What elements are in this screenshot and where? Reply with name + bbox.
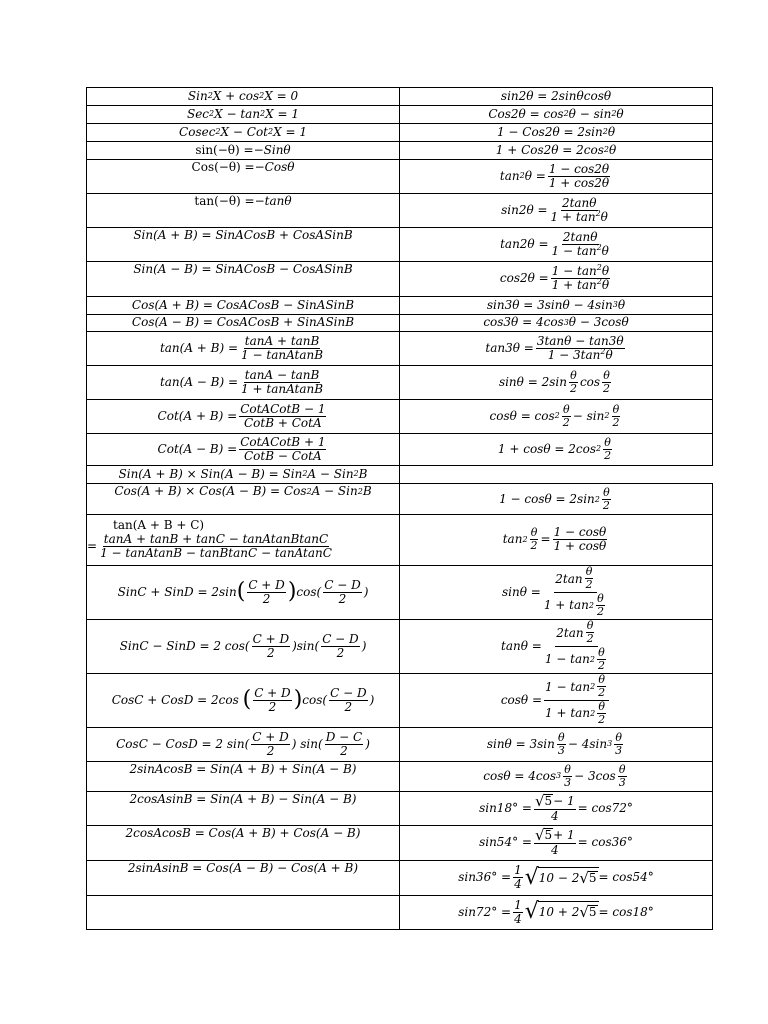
left-cell-14 [86,433,400,466]
right-cell-19 [399,673,713,728]
formula-cosc-minus-cosd: CosC − CosD = 2 sin( C + D 2 ) sin( D − C 2 ) [116,729,370,758]
formula-cos-product: Cos(A + B) × Cos(A − B) = Cos 2 A − Sin 2 B [114,484,372,498]
identity-tan-negative: tan(−θ) = −tanθ [194,194,292,208]
formula-tan-squared: tan 2 θ = $\frac{1 - \cos 2\theta}{1 + \cos 2\theta}$ [499,161,610,190]
identity-sec-tan: Sec 2 X − tan 2 X = 1 [186,106,300,121]
left-cell-17 [86,514,400,566]
formula-sin-theta-tan-half: sinθ = 2tan θ 2 1 + tan 2 θ 2 [502,565,604,619]
formula-cos-theta-tan-half: cosθ = 1 − tan 2 θ 2 1 + tan 2 θ 2 [501,674,611,726]
left-cell-24 [86,825,400,861]
formula-tan-theta-half: tanθ = 2tan θ 2 1 − tan 2 θ 2 [501,619,605,673]
right-cell-8 [399,261,713,297]
formula-cot-a-plus-b: Cot(A + B) = CotACotB − 1 CotB + CotA [157,401,326,430]
formula-cos-theta-half: cosθ = cos 2 θ 2 − sin 2 θ 2 [489,402,620,429]
formula-2cosacosb: 2cosAcosB = Cos(A + B) + Cos(A − B) [125,826,361,840]
right-cell-5 [399,159,713,194]
left-cell-11 [86,331,400,366]
left-cell-2 [86,105,400,124]
formula-cot-a-minus-b: Cot(A − B) = CotACotB + 1 CotB − CotA [157,434,326,463]
formula-1-minus-cos-theta: 1 − cosθ = 2sin 2 θ 2 [499,486,610,513]
right-cell-21 [399,761,713,792]
left-cell-3 [86,123,400,142]
formula-1-plus-cos-theta: 1 + cosθ = 2cos 2 θ 2 [497,435,612,462]
left-cell-7 [86,227,400,262]
left-cell-18 [86,565,400,620]
right-cell-25 [399,895,713,930]
formula-cos-theta-third: cosθ = 4cos 3 θ 3 − 3cos θ 3 [483,762,626,789]
left-cell-25 [86,860,400,896]
left-cell-16 [86,483,400,515]
formula-1-plus-cos2theta: 1 + Cos2θ = 2cos 2 θ [495,142,617,157]
formula-cos-a-minus-b: Cos(A − B) = CosACosB + SinASinB [131,315,355,330]
right-cell-12 [399,365,713,400]
right-cell-9 [399,296,713,315]
right-cell-15 [399,483,713,515]
left-cell-15 [86,465,400,484]
formula-tan2theta: tan2θ = $\frac{2\tan\theta}{1 - \tan^2\theta}$ [500,229,609,258]
left-cell-4 [86,141,400,160]
formula-sin36: sin36° = $\frac{1}{4}$ √ 10 − 2 √ 5 = cos54° [458,863,654,892]
identity-cosec-cot: Cosec 2 X − Cot 2 X = 1 [179,124,307,139]
left-cell-23 [86,791,400,826]
right-cell-17 [399,565,713,620]
right-cell-7 [399,227,713,262]
left-cell-20 [86,673,400,728]
left-cell-19 [86,619,400,674]
left-cell-26 [86,895,400,930]
formula-tan-a-plus-b-plus-c: tan(A + B + C) = $\frac{\text{tanA + tanB + tanC − tanAtanBtanC}}{\text{1 − tanAtanB − tanBtanC − tanAtanC}}$ [87,518,332,561]
formula-sin2theta: sin2θ = 2sinθcosθ [500,88,612,103]
identity-sin-negative: sin(−θ) = −Sinθ [195,142,291,157]
right-cell-1 [399,87,713,106]
right-cell-24 [399,860,713,896]
sqrt-symbol: √ 5 [534,826,553,845]
formula-sin2theta-tan: sin2θ = $\frac{2\tan\theta}{1 + \tan^2\theta}$ [501,195,608,224]
formula-cos2theta: Cos2θ = cos 2 θ − sin 2 θ [488,106,624,121]
right-cell-22 [399,791,713,826]
right-cell-6 [399,193,713,228]
right-cell-10 [399,314,713,332]
formula-sinc-minus-sind: SinC − SinD = 2 cos ( C + D 2 )sin( C − D 2 ) [119,631,367,660]
left-cell-9 [86,296,400,315]
right-cell-3 [399,123,713,142]
formula-sin3theta: sin3θ = 3sinθ − 4sin 3 θ [486,297,626,312]
left-cell-13 [86,399,400,434]
formula-sin-theta-third: sinθ = 3sin θ 3 − 4sin 3 θ 3 [486,730,623,757]
formula-sinc-plus-sind: SinC + SinD = 2sin ( C + D 2 ) cos( C − D 2 ) [117,577,369,606]
left-cell-5 [86,159,400,194]
formula-tan3theta: tan3θ = $\frac{3\tan\theta - \tan 3\theta}{1 - 3\tan^2\theta}$ [485,333,624,362]
formula-cosc-plus-cosd: CosC + CosD = 2cos ( C + D 2 ) cos( C − D 2 ) [111,685,375,714]
formula-sin18: sin18° = √ 5 − 1 4 = cos72° [479,791,633,823]
right-cell-2 [399,105,713,124]
left-cell-22 [86,761,400,792]
formula-2sinacosb: 2sinAcosB = Sin(A + B) + Sin(A − B) [129,762,357,776]
left-cell-8 [86,261,400,297]
formula-sin-a-plus-b: Sin(A + B) = SinACosB + CosASinB [133,228,353,242]
left-cell-10 [86,314,400,332]
left-cell-21 [86,727,400,762]
right-cell-14 [399,433,713,466]
formula-cos-a-plus-b: Cos(A + B) = CosACosB − SinASinB [131,297,355,312]
formula-sin-product: Sin(A + B) × Sin(A − B) = Sin 2 A − Sin 2 B [118,466,368,481]
sqrt-symbol: √ 10 − 2 √ 5 [524,864,597,890]
right-cell-4 [399,141,713,160]
formula-sin72: sin72° = $\frac{1}{4}$ √ 10 + 2 √ 5 = cos18° [458,897,654,926]
left-cell-6 [86,193,400,228]
formula-cos2theta-tan: cos2θ = $\frac{1 - \tan^2\theta}{1 + \tan^2\theta}$ [499,263,610,293]
formula-sin-theta-half: sinθ = 2sin θ 2 cos θ 2 [498,368,611,395]
formula-2sinasinb: 2sinAsinB = Cos(A − B) − Cos(A + B) [127,861,359,875]
formula-cos3theta: cos3θ = 4cos 3 θ − 3cosθ [483,315,629,330]
formula-2cosasinb: 2cosAsinB = Sin(A + B) − Sin(A − B) [129,792,357,806]
formula-tan-a-minus-b: tan(A − B) = $\frac{\tan A - \tan B}{\text{1 + tanAtanB}}$ [159,367,324,396]
right-cell-13 [399,399,713,434]
formula-sin54: sin54° = √ 5 + 1 4 = cos36° [479,826,633,858]
formula-sin-a-minus-b: Sin(A − B) = SinACosB − CosASinB [133,262,353,276]
identity-pythagorean: Sin 2 X + cos 2 X = 0 [187,88,299,103]
formula-1-minus-cos2theta: 1 − Cos2θ = 2sin 2 θ [496,124,616,139]
sqrt-symbol: √ 10 + 2 √ 5 [524,899,597,925]
left-cell-1 [86,87,400,106]
right-cell-20 [399,727,713,762]
identity-cos-negative: Cos(−θ) = −Cosθ [191,160,295,174]
right-cell-23 [399,825,713,861]
formula-tan-a-plus-b: tan(A + B) = $\frac{\tan A + \tan B}{\text{1 − tanAtanB}}$ [159,333,324,362]
sqrt-symbol: √ 5 [534,791,553,810]
left-cell-12 [86,365,400,400]
formula-tan-squared-half: tan 2 $\frac{\theta}{2}$ = $\frac{1 - \cos\theta}{1 + \cos\theta}$ [502,525,607,554]
right-cell-16 [399,514,713,566]
right-cell-18 [399,619,713,674]
right-cell-11 [399,331,713,366]
